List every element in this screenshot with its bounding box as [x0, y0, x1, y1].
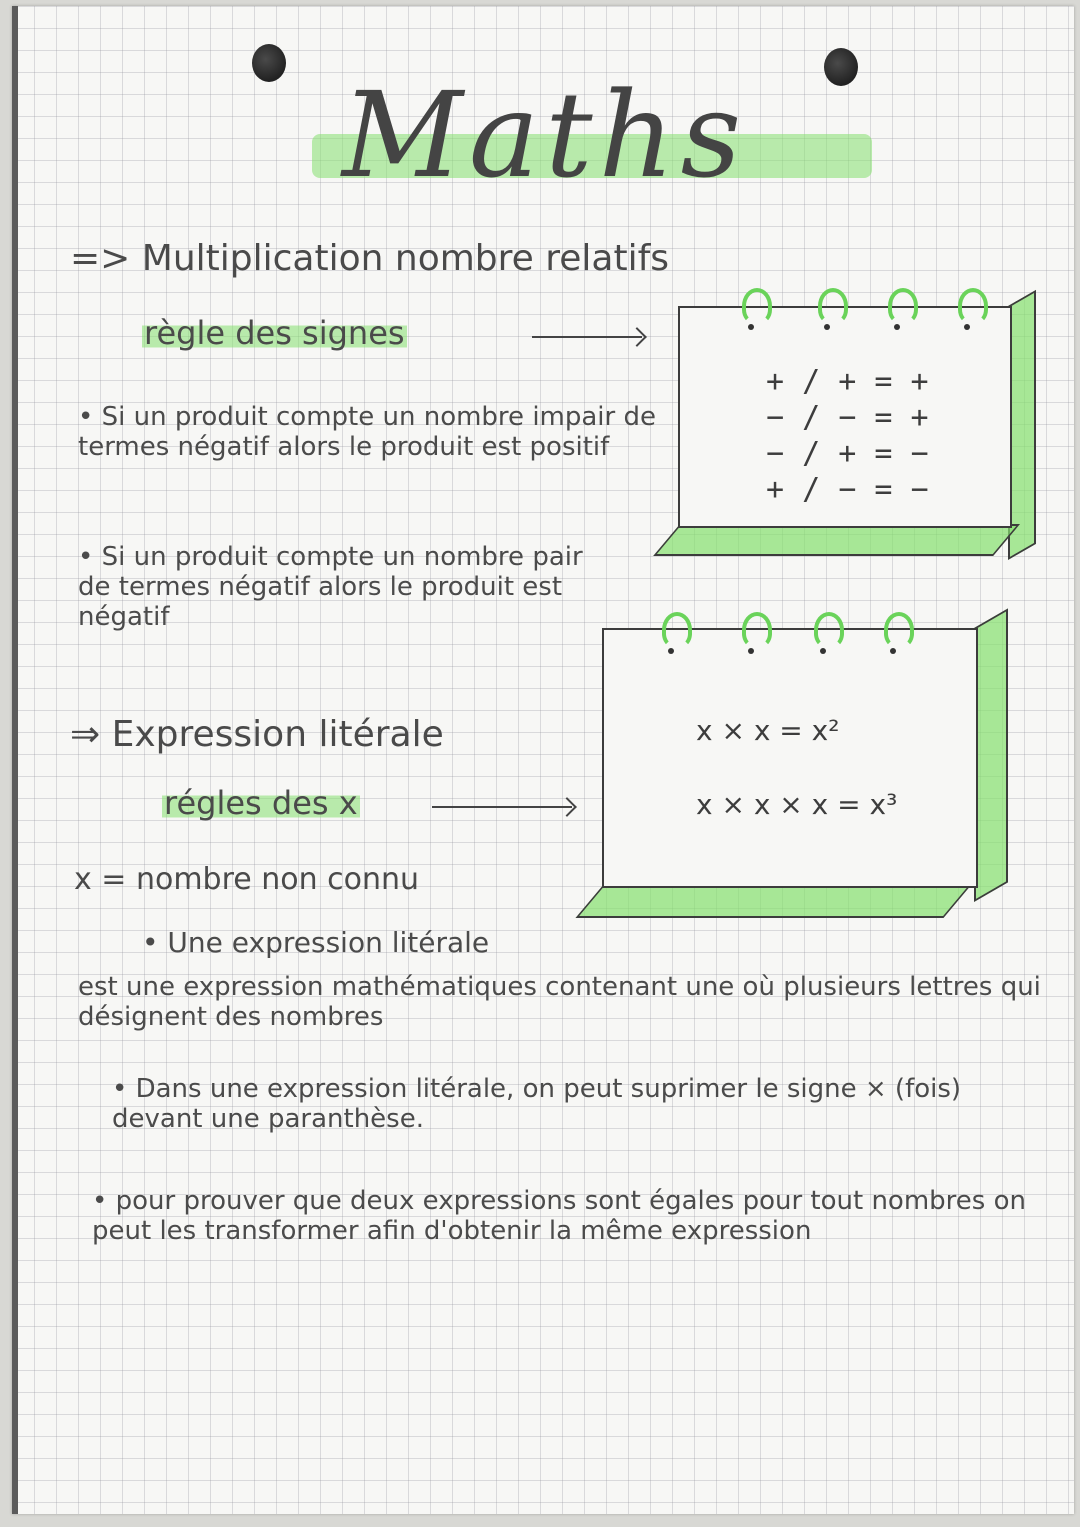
sign-rule-3: − / + = −	[766, 436, 929, 471]
notepad-ring-icon	[742, 612, 772, 648]
section1-heading: => Multiplication nombre relatifs	[70, 238, 670, 279]
notebook-page	[12, 6, 1074, 1514]
even-negatives-paragraph: • Si un produit compte un nombre pair de termes négatif alors le produit est négatif	[78, 542, 583, 632]
x-pad-bottom	[575, 884, 972, 918]
literal-expression-lead: • Une expression litérale	[142, 926, 490, 959]
sign-rule-2: − / − = +	[766, 400, 929, 435]
sign-rule-4: + / − = −	[766, 472, 929, 507]
x-pad-side	[974, 608, 1008, 902]
x-rule-arrow	[432, 806, 572, 808]
notepad-ring-icon	[742, 288, 772, 324]
notepad-ring-icon	[958, 288, 988, 324]
remove-times-sign-paragraph: • Dans une expression litérale, on peut suprimer le signe × (fois) devant une paranthèse.	[112, 1074, 962, 1134]
binder-hole-right	[824, 48, 858, 86]
notepad-ring-icon	[818, 288, 848, 324]
x-rule-2: x × x × x = x³	[696, 788, 898, 821]
sign-rule-label-text: règle des signes	[144, 314, 405, 352]
notepad-ring-icon	[814, 612, 844, 648]
sign-rule-label	[142, 314, 407, 352]
sign-rule-arrow	[532, 336, 642, 338]
binder-hole-left	[252, 44, 286, 82]
x-rule-label-text: régles des x	[164, 784, 358, 822]
notepad-ring-icon	[884, 612, 914, 648]
x-rule-1: x × x = x²	[696, 714, 840, 747]
literal-expression-definition: est une expression mathématiques contenant une où plusieurs lettres qui désignent des nombres	[78, 972, 1041, 1032]
prove-equality-paragraph: • pour prouver que deux expressions sont égales pour tout nombres on peut les transformer afin d'obtenir la même expression	[92, 1186, 1026, 1246]
sign-rules-notepad	[678, 306, 1012, 528]
x-definition: x = nombre non connu	[74, 862, 420, 897]
sign-rule-1: + / + = +	[766, 364, 929, 399]
x-rule-label	[162, 784, 360, 822]
odd-negatives-paragraph: • Si un produit compte un nombre impair de termes négatif alors le produit est positif	[78, 402, 656, 462]
section2-heading: ⇒ Expression litérale	[70, 714, 444, 755]
x-rules-notepad	[602, 628, 978, 888]
sign-pad-bottom	[653, 524, 1020, 556]
page-title: Maths	[342, 66, 748, 204]
notepad-ring-icon	[888, 288, 918, 324]
sign-pad-side	[1008, 290, 1036, 560]
notepad-ring-icon	[662, 612, 692, 648]
